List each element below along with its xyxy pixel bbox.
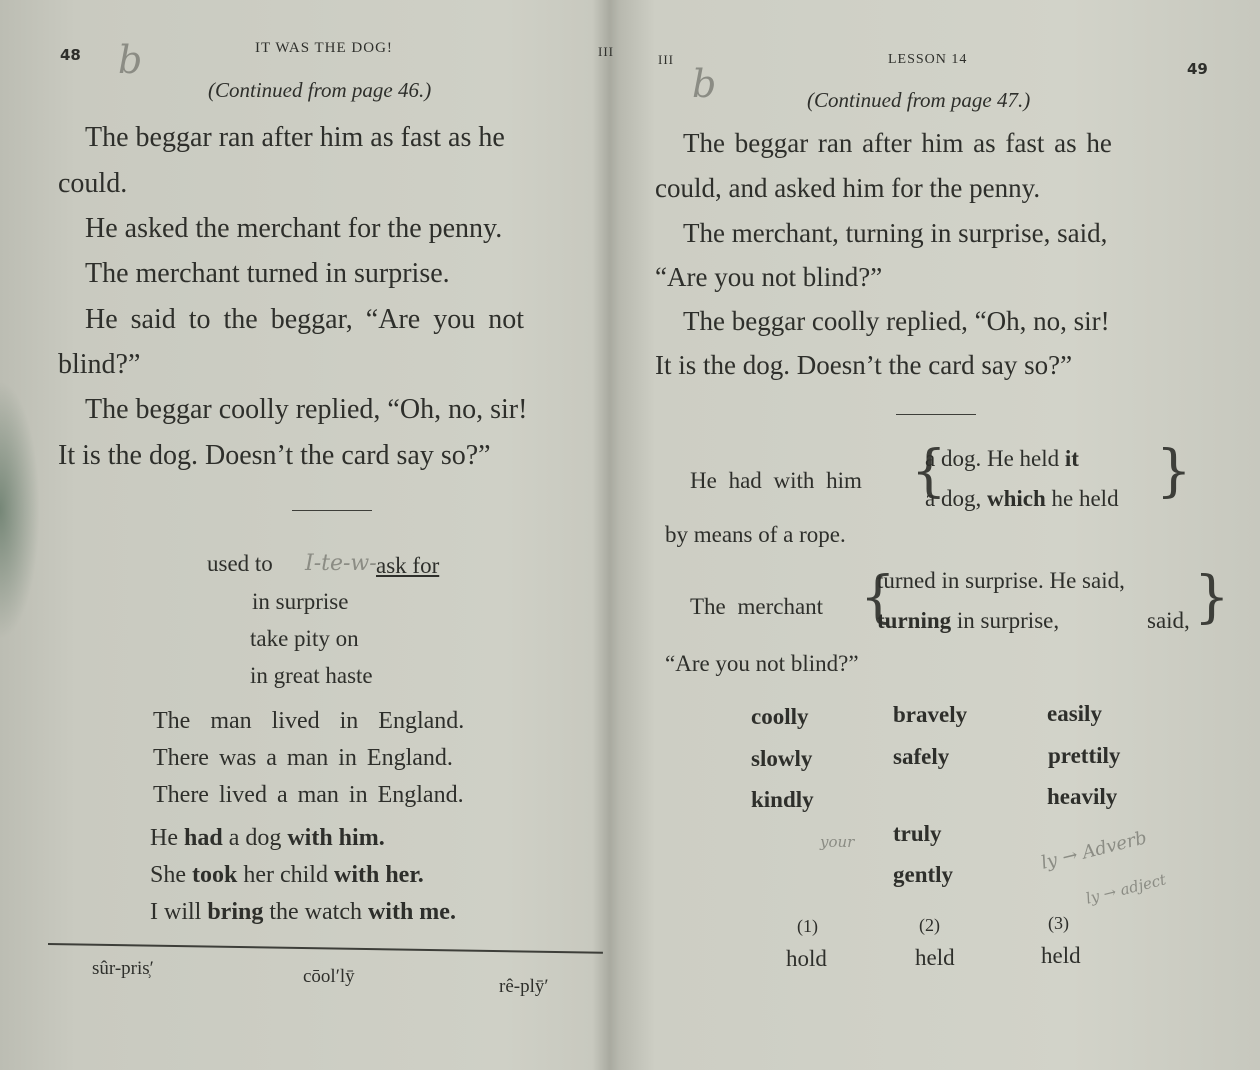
compare-line (925, 446, 1079, 472)
verb-form-word: held (915, 945, 955, 970)
text-part: which (986, 486, 1046, 511)
right-page (620, 0, 1260, 1070)
pencil-note: ly → adject (1084, 870, 1168, 908)
compare-tail: “Are you not blind?” (665, 651, 859, 676)
example-sentence: There lived a man in England. (153, 782, 464, 808)
compare-line (925, 486, 1119, 512)
compare-lead: The merchant (690, 594, 824, 619)
example-sentence (150, 899, 456, 926)
left-brace: { (911, 439, 947, 504)
compare-line: turned in surprise. He said, (877, 568, 1125, 593)
phrase-item: ask for (376, 553, 440, 578)
pronunciation-item: cōol′lȳ (303, 966, 355, 987)
footer-rule (48, 943, 603, 954)
right-pencil-mark: b (692, 62, 717, 106)
right-para-line: The beggar coolly replied, “Oh, no, sir! (683, 306, 1110, 336)
left-header-title: IT WAS THE DOG! (255, 40, 393, 56)
verb-form-number: (3) (1048, 913, 1069, 933)
right-header-title: LESSON 14 (888, 52, 968, 67)
right-page-number: 49 (1187, 60, 1208, 78)
adverb-word: bravely (893, 702, 968, 727)
text-part: had (183, 825, 223, 851)
left-subtitle: (Continued from page 46.) (208, 78, 432, 102)
text-part: I will (150, 899, 208, 925)
right-para-line: “Are you not blind?” (655, 262, 883, 292)
text-part: a dog (222, 825, 288, 851)
left-page-number: 48 (60, 46, 81, 64)
right-para-line: could, and asked him for the penny. (655, 173, 1041, 203)
adverb-word: gently (893, 862, 954, 887)
pencil-note: your (820, 833, 855, 851)
adverb-word: heavily (1047, 784, 1118, 809)
verb-form-word: held (1041, 943, 1081, 968)
phrase-item: used to (207, 551, 273, 576)
pencil-note: ly → Adverb (1039, 827, 1149, 874)
left-para-line: blind?” (58, 349, 141, 380)
text-part: her child (237, 862, 334, 888)
section-divider (896, 414, 976, 415)
adverb-word: prettily (1048, 743, 1121, 768)
compare-line (877, 608, 1059, 634)
pencil-note: I-te-w- (305, 551, 377, 576)
left-para-line: The beggar ran after him as fast as he (85, 122, 505, 153)
compare-lead: He had with him (690, 468, 862, 493)
right-para-line: It is the dog. Doesn’t the card say so?” (655, 350, 1073, 380)
right-para-line: The beggar ran after him as fast as he (683, 128, 1112, 158)
right-brace: } (1156, 439, 1192, 504)
text-part: He (150, 825, 184, 851)
example-sentence (150, 862, 424, 889)
verb-form-number: (2) (919, 915, 940, 935)
text-part: with him. (287, 825, 385, 851)
left-brace: { (860, 565, 896, 630)
adverb-word: kindly (751, 787, 814, 812)
text-part: a dog, (925, 486, 987, 511)
adverb-word: slowly (751, 746, 813, 771)
right-header-level: III (658, 52, 674, 67)
left-para-line: He asked the merchant for the penny. (85, 213, 503, 244)
text-part: took (192, 862, 238, 888)
section-divider (292, 510, 372, 511)
example-sentence (150, 825, 385, 852)
adverb-word: safely (893, 744, 950, 769)
left-para-line: It is the dog. Doesn’t the card say so?” (58, 440, 491, 471)
left-para-line: The merchant turned in surprise. (85, 258, 450, 289)
right-para-line: The merchant, turning in surprise, said, (683, 218, 1108, 248)
text-part: a dog. He held (925, 446, 1065, 471)
left-para-line: could. (58, 168, 128, 199)
phrase-item: in great haste (250, 663, 373, 688)
verb-form-word: hold (786, 946, 827, 971)
example-sentence: The man lived in England. (153, 708, 465, 734)
adverb-word: coolly (751, 704, 809, 729)
pronunciation-item: rê-plȳ′ (499, 976, 549, 997)
adverb-word: easily (1047, 701, 1102, 726)
text-part: She (150, 862, 192, 888)
left-pencil-mark: b (118, 38, 143, 82)
text-part: bring (207, 899, 264, 925)
example-sentence: There was a man in England. (153, 745, 453, 771)
phrase-item: take pity on (250, 626, 359, 651)
left-header-level: III (598, 44, 614, 59)
left-para-line: He said to the beggar, “Are you not (85, 304, 524, 335)
adverb-word: truly (893, 821, 942, 846)
compare-line: said, (1147, 608, 1190, 633)
phrase-item: in surprise (252, 589, 349, 614)
pronunciation-item: sûr-pris̹′ (92, 958, 154, 979)
right-brace: } (1194, 565, 1230, 630)
text-part: with me. (367, 899, 456, 925)
text-part: turning (877, 608, 952, 633)
text-part: it (1064, 446, 1079, 471)
text-part: with her. (333, 862, 424, 888)
left-para-line: The beggar coolly replied, “Oh, no, sir! (85, 394, 528, 425)
right-subtitle: (Continued from page 47.) (807, 88, 1031, 112)
text-part: he held (1045, 486, 1119, 511)
text-part: in surprise, (951, 608, 1060, 633)
compare-tail: by means of a rope. (665, 522, 846, 547)
left-page (0, 0, 614, 1070)
verb-form-number: (1) (797, 916, 818, 936)
text-part: the watch (263, 899, 368, 925)
